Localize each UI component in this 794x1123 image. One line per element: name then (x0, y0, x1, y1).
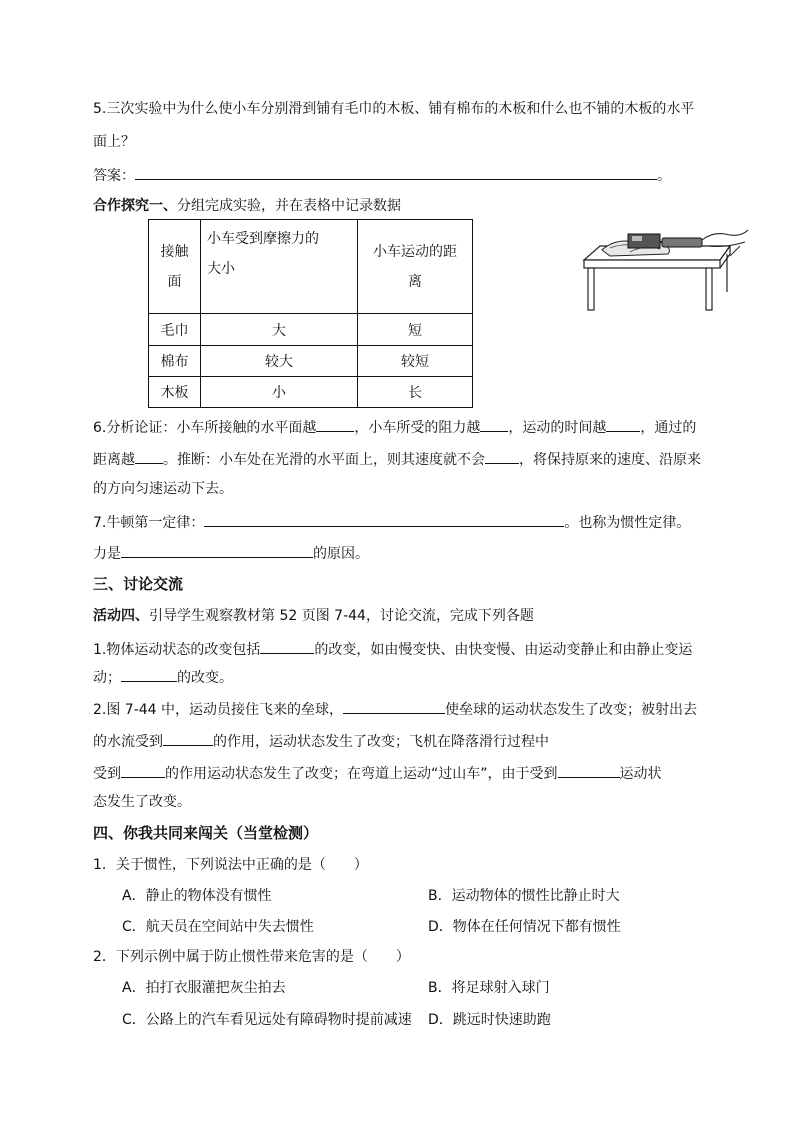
coop-instruction: 分组完成实验，并在表格中记录数据 (177, 198, 401, 214)
table-cell: 小 (201, 377, 358, 408)
header-distance: 小车运动的距 离 (358, 220, 473, 314)
fill-blank[interactable] (121, 763, 165, 778)
mc2-question: 2．下列示例中属于防止惯性带来危害的是（ ） (93, 949, 410, 965)
table-cell: 较短 (358, 346, 473, 377)
answer-label: 答案： (93, 168, 135, 184)
header-friction: 小车受到摩擦力的 大小 (201, 220, 358, 314)
a1-line1: 1.物体运动状态的改变包括 的改变，如由慢变快、由快变慢、由运动变静止和由静止变运 (93, 639, 692, 659)
fill-blank[interactable] (135, 449, 163, 464)
hand-icon (702, 230, 748, 247)
mc2-option-c[interactable]: C．公路上的汽车看见远处有障碍物时提前减速 (122, 1012, 412, 1028)
fill-blank[interactable] (316, 417, 354, 432)
fill-blank[interactable] (121, 543, 313, 558)
table-cell: 短 (358, 314, 473, 346)
table-row (149, 314, 473, 346)
spring-scale (662, 238, 702, 247)
mc2-option-d[interactable]: D．跳远时快速助跑 (428, 1012, 551, 1028)
q6-line3: 的方向匀速运动下去。 (93, 481, 233, 497)
table-cell: 棉布 (149, 346, 201, 377)
mc2-option-b[interactable]: B．将足球射入球门 (428, 980, 550, 996)
table-cell: 毛巾 (149, 314, 201, 346)
table-cell: 大 (201, 314, 358, 346)
table-row (149, 377, 473, 408)
fill-blank[interactable] (558, 763, 620, 778)
mc1-option-d[interactable]: D．物体在任何情况下都有惯性 (428, 919, 621, 935)
activity4-heading: 活动四、引导学生观察教材第 52 页图 7-44，讨论交流，完成下列各题 (93, 608, 534, 624)
a2-line4: 态发生了改变。 (93, 794, 191, 810)
answer-blank[interactable] (135, 165, 657, 180)
header-contact-surface: 接触 面 (149, 220, 201, 314)
mc2-option-a[interactable]: A．拍打衣服灌把灰尘拍去 (122, 980, 286, 996)
table-leg (588, 268, 594, 310)
coop-title: 合作探究一、 (93, 198, 177, 214)
q6-line1: 6.分析论证：小车所接触的水平面越 ，小车所受的阻力越 ，运动的时间越 ，通过的 (93, 417, 696, 437)
fill-blank[interactable] (343, 699, 445, 714)
table-header-row (149, 220, 473, 314)
experiment-table (148, 219, 473, 408)
table-edge (584, 260, 720, 268)
q7-line1: 7.牛顿第一定律： 。也称为惯性定律。 (93, 512, 690, 532)
section4-title: 四、你我共同来闯关（当堂检测） (93, 824, 319, 842)
table-leg (706, 268, 712, 310)
q7-line2: 力是 的原因。 (93, 543, 369, 563)
table-cell: 较大 (201, 346, 358, 377)
table-row (149, 346, 473, 377)
mc1-question: 1．关于惯性，下列说法中正确的是（ ） (93, 857, 368, 873)
section3-title: 三、讨论交流 (93, 575, 184, 593)
mc1-option-a[interactable]: A．静止的物体没有惯性 (122, 888, 272, 904)
coop-heading (93, 197, 401, 215)
experiment-illustration (580, 220, 755, 315)
fill-blank[interactable] (204, 512, 564, 527)
fill-blank[interactable] (480, 417, 508, 432)
q5-answer (93, 165, 671, 185)
q6-line2: 距离越 。推断：小车处在光滑的水平面上，则其速度就不会 ，将保持原来的速度、沿原来 (93, 449, 701, 469)
q5-line2: 面上？ (93, 134, 135, 150)
mc1-option-b[interactable]: B．运动物体的惯性比静止时大 (428, 888, 620, 904)
table-cell: 长 (358, 377, 473, 408)
table-cell: 木板 (149, 377, 201, 408)
a2-line2: 的水流受到 的作用，运动状态发生了改变；飞机在降落滑行过程中 (93, 731, 549, 751)
fill-blank[interactable] (163, 731, 213, 746)
fill-blank[interactable] (485, 449, 519, 464)
q5-line1: 5.三次实验中为什么使小车分别滑到铺有毛巾的木板、铺有棉布的木板和什么也不铺的木板的水平 (93, 101, 695, 117)
a2-line3: 受到 的作用运动状态发生了改变；在弯道上运动“过山车”，由于受到 运动状 (93, 763, 662, 783)
a1-line2: 动； 的改变。 (93, 667, 233, 687)
fill-blank[interactable] (606, 417, 640, 432)
fill-blank[interactable] (260, 639, 314, 654)
a2-line1: 2.图 7-44 中，运动员接住飞来的垒球， 使垒球的运动状态发生了改变；被射出去 (93, 699, 697, 719)
fill-blank[interactable] (121, 667, 177, 682)
answer-end: 。 (657, 168, 671, 184)
mc1-option-c[interactable]: C．航天员在空间站中失去惯性 (122, 919, 314, 935)
